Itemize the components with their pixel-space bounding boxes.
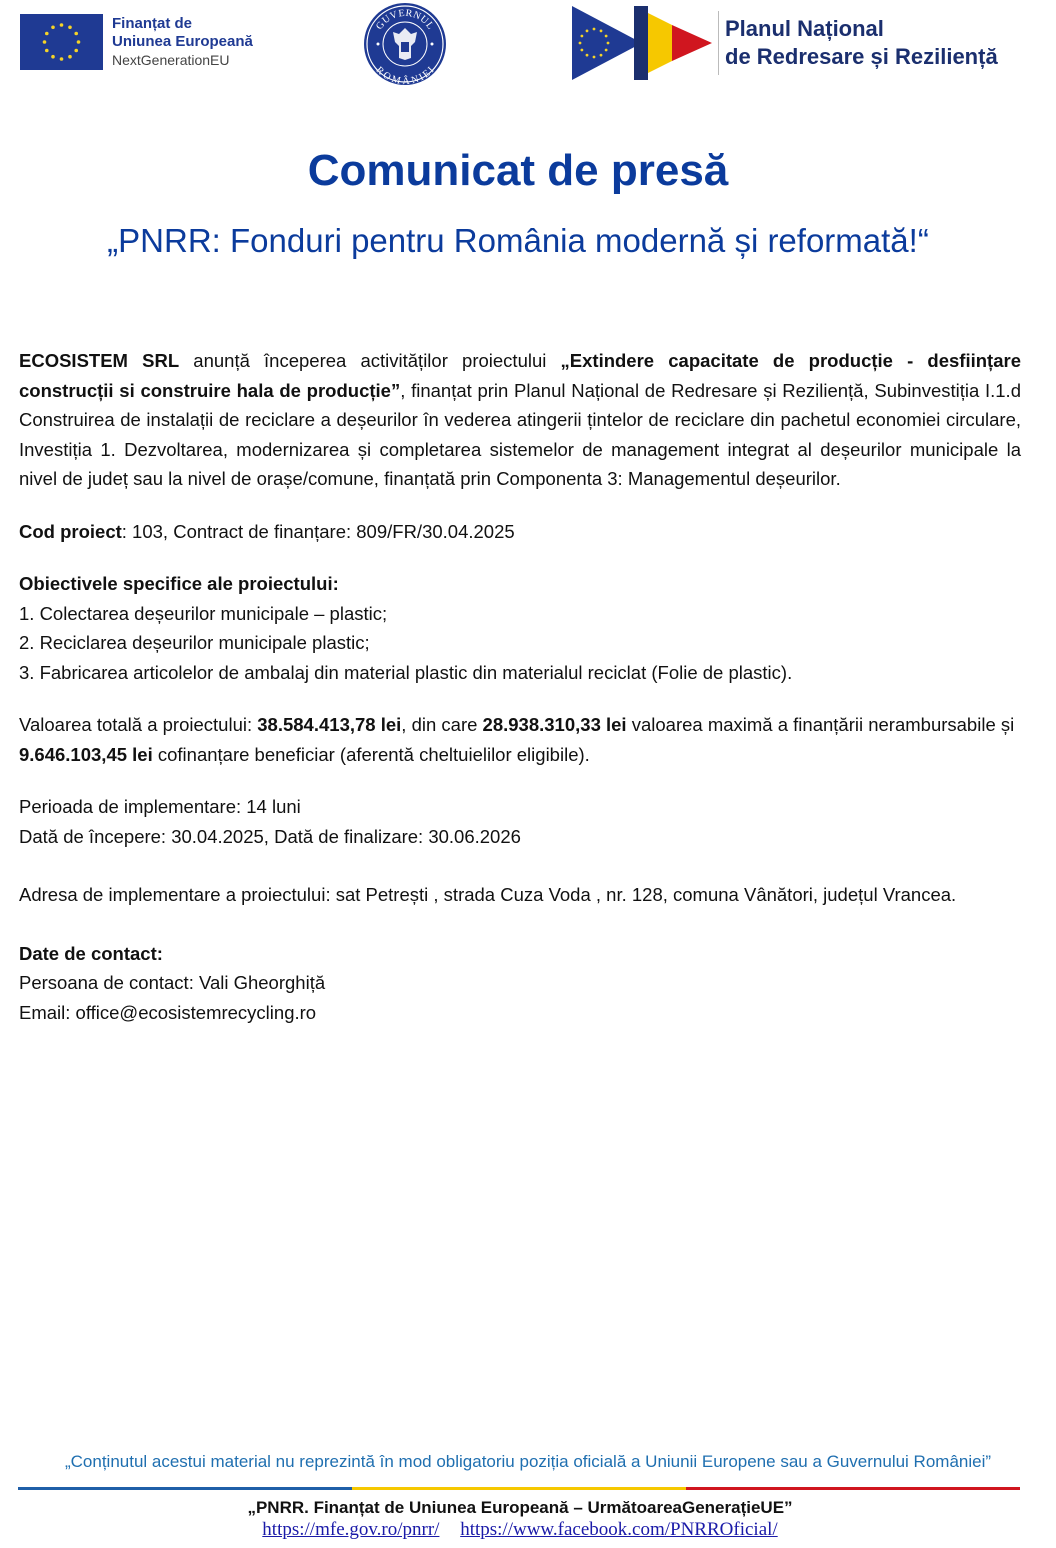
- press-release-body: [19, 346, 1021, 1027]
- facebook-pnrr-link[interactable]: https://www.facebook.com/PNRROficial/: [460, 1519, 778, 1540]
- eu-star-icon: [580, 35, 583, 38]
- eu-star-icon: [74, 32, 78, 36]
- contact-heading: [19, 939, 1021, 969]
- footer-line-red: [686, 1487, 1020, 1490]
- header-logos: [0, 0, 1056, 96]
- project-code-text: : 103, Contract de finanțare: 809/FR/30.04.2025: [121, 520, 515, 542]
- value-text-3: valoarea maximă a finanțării nerambursabile și: [626, 714, 1015, 735]
- eu-star-icon: [586, 54, 589, 57]
- value-text-4: cofinanțare beneficiar (aferentă cheltuielilor eligibile).: [152, 743, 590, 765]
- footer-line-blue: [18, 1487, 352, 1490]
- project-value-paragraph: [19, 710, 1021, 769]
- eu-star-icon: [586, 29, 589, 32]
- seal-top-text: GUVERNUL: [374, 7, 436, 32]
- cofinancing-value: 9.646.103,45 lei: [19, 743, 153, 765]
- objectives-heading-text: Obiectivele specifice ale proiectului:: [19, 573, 339, 594]
- contact-person: Persoana de contact: Vali Gheorghiță: [19, 972, 326, 993]
- eu-star-icon: [51, 25, 55, 29]
- footer-tagline: „PNRR. Finanțat de Uniunea Europeană – UrmătoareaGenerațieUE”: [247, 1498, 793, 1517]
- intro-paragraph: [19, 346, 1021, 494]
- total-value: 38.584.413,78 lei: [257, 714, 402, 735]
- eu-star-icon: [45, 32, 49, 36]
- eu-logo-line1: Finanțat de: [112, 15, 193, 32]
- pnrr-logo: [572, 6, 998, 80]
- intro-text-2: , finanțat prin Planul Național de Redresare și Reziliență, Subinvestiția I.1.d Construirea de instalații de reciclare a deșeurilor în vederea atingerii țintelor de reciclare din pachetul economiei circulare, Investiția 1. Dezvoltarea, modernizarea și completarea sistemelor de management integrat al deșeurilor municipale la nivel de județ sau la nivel de orașe/comune, finanțată prin Componenta 3: Managementul deșeurilor.: [19, 379, 1021, 489]
- eu-star-icon: [607, 42, 610, 45]
- eu-star-icon: [77, 40, 81, 44]
- eu-star-icon: [51, 55, 55, 59]
- contact-email: Email: office@ecosistemrecycling.ro: [19, 1001, 317, 1023]
- implementation-duration: Perioada de implementare: 14 luni: [19, 796, 301, 817]
- project-title: „Extindere capacitate de producție - desființare construcții si construire hala de producție”: [19, 350, 1021, 401]
- footer-links: [0, 1519, 1040, 1541]
- romanian-government-seal-icon: [363, 2, 447, 86]
- project-code-line: [19, 517, 1021, 547]
- eu-star-icon: [60, 57, 64, 61]
- footer-disclaimer: „Conținutul acestui material nu reprezintă în mod obligatoriu poziția oficială a Uniunii Europene sau a Guvernului României”: [64, 1452, 992, 1471]
- eu-star-icon: [600, 29, 603, 32]
- eu-star-icon: [593, 28, 596, 31]
- eu-star-icon: [593, 56, 596, 59]
- objective-item: 1. Colectarea deșeurilor municipale – plastic;: [19, 602, 388, 624]
- seal-bottom-text: ROMÂNIEI: [373, 64, 437, 86]
- pnrr-divider: [718, 11, 719, 75]
- eu-star-icon: [68, 55, 72, 59]
- objective-item: 3. Fabricarea articolelor de ambalaj din material plastic din materialul reciclat (Folie de plastic).: [19, 661, 793, 683]
- eu-star-icon: [605, 35, 608, 38]
- eu-flag-icon: [20, 14, 103, 70]
- project-code-label: Cod proiect: [19, 520, 122, 542]
- eu-star-icon: [60, 23, 64, 27]
- footer-tricolor-line: [18, 1487, 1020, 1491]
- pnrr-logo-line1: Planul Național: [725, 16, 884, 41]
- company-name: ECOSISTEM SRL: [19, 350, 180, 371]
- value-text-1: Valoarea totală a proiectului:: [19, 714, 258, 735]
- contact-heading-text: Date de contact:: [19, 942, 163, 964]
- eu-funding-logo: [20, 14, 253, 70]
- eu-star-icon: [580, 49, 583, 52]
- eu-logo-line2: Uniunea Europeană: [112, 33, 253, 50]
- eu-star-icon: [579, 42, 582, 45]
- pnrr-arrows-icon: [572, 6, 712, 80]
- eu-star-icon: [68, 25, 72, 29]
- objective-item: 2. Reciclarea deșeurilor municipale plastic;: [19, 632, 370, 653]
- objectives-heading: [19, 569, 1021, 599]
- mfe-pnrr-link[interactable]: https://mfe.gov.ro/pnrr/: [262, 1519, 440, 1540]
- implementation-address: Adresa de implementare a proiectului: sat Petrești , strada Cuza Voda , nr. 128, comuna Vânători, județul Vrancea.: [19, 884, 957, 905]
- page-title: Comunicat de presă: [307, 146, 729, 195]
- eu-logo-line3: NextGenerationEU: [112, 52, 230, 68]
- page-subtitle: „PNRR: Fonduri pentru România modernă și reformată!“: [107, 222, 929, 259]
- pnrr-logo-line2: de Redresare și Reziliență: [725, 44, 998, 69]
- eu-star-icon: [43, 40, 47, 44]
- intro-text-1: anunță începerea activităților proiectului: [179, 350, 561, 371]
- eu-star-icon: [600, 54, 603, 57]
- eu-star-icon: [74, 49, 78, 53]
- eu-star-icon: [45, 49, 49, 53]
- grant-value: 28.938.310,33 lei: [482, 714, 627, 735]
- implementation-dates: Dată de începere: 30.04.2025, Dată de finalizare: 30.06.2026: [19, 825, 521, 847]
- value-text-2: , din care: [401, 714, 483, 735]
- footer-line-yellow: [352, 1487, 686, 1490]
- eu-star-icon: [605, 49, 608, 52]
